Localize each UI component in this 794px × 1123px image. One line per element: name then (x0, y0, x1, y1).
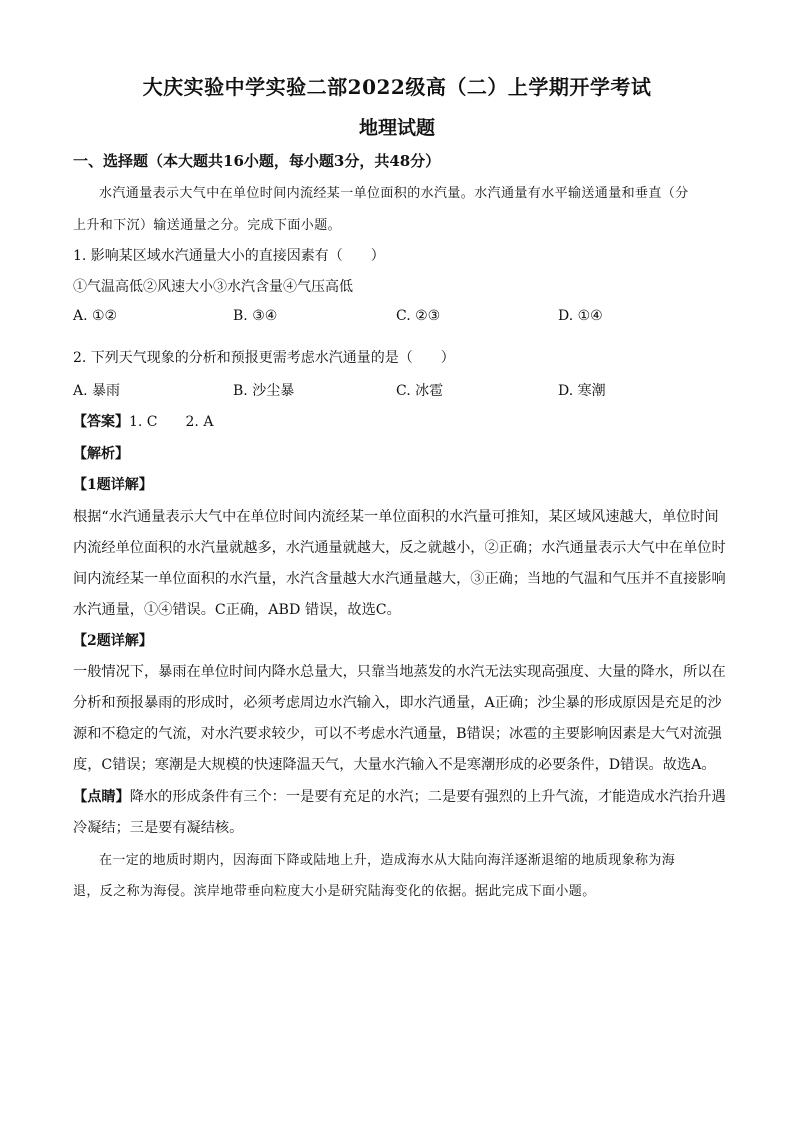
detail-1-line-2: 内流经单位面积的水汽量就越多，水汽通量就越大，反之就越小，②正确；水汽通量表示大气中在单位时 (73, 540, 726, 556)
question-2-option-c: C. 冰雹 (396, 383, 444, 399)
question-2-option-b: B. 沙尘暴 (233, 383, 295, 399)
passage-1-line-1: 水汽通量表示大气中在单位时间内流经某一单位面积的水汽量。水汽通量有水平输送通量和垂直（分 (99, 186, 689, 201)
detail-1-line-3: 间内流经某一单位面积的水汽量，水汽含量越大水汽通量越大，③正确；当地的气温和气压并不直接影响 (73, 571, 726, 587)
detail-1-line-1: 根据“水汽通量表示大气中在单位时间内流经某一单位面积的水汽量可推知，某区域风速越大，单位时间 (73, 509, 719, 525)
question-2-stem: 2. 下列天气现象的分析和预报更需考虑水汽通量的是（ ） (73, 350, 455, 366)
tip-text-1: 降水的形成条件有三个：一是要有充足的水汽；二是要有强烈的上升气流，才能造成水汽抬升遇 (129, 789, 726, 805)
answer-text: 1. C 2. A (129, 414, 214, 430)
passage-2-line-1: 在一定的地质时期内，因海面下降或陆地上升，造成海水从大陆向海洋逐渐退缩的地质现象称为海 (99, 853, 676, 868)
question-1-option-a: A. ①② (73, 308, 118, 324)
question-1-option-d: D. ①④ (558, 308, 603, 324)
question-2-option-a: A. 暴雨 (73, 383, 121, 399)
section-heading: 一、选择题（本大题共16小题，每小题3分，共48分） (73, 152, 441, 170)
detail-1-label: 【1题详解】 (73, 477, 153, 493)
question-1-stem: 1. 影响某区域水汽通量大小的直接因素有（ ） (73, 248, 385, 264)
answer-line (73, 411, 213, 431)
passage-2-line-2: 退，反之称为海侵。滨岸地带垂向粒度大小是研究陆海变化的依据。据此完成下面小题。 (73, 884, 596, 899)
answer-label: 【答案】 (73, 414, 129, 430)
question-1-items: ①气温高低②风速大小③水汽含量④气压高低 (73, 279, 353, 295)
question-1-option-b: B. ③④ (233, 308, 278, 324)
question-1-option-c: C. ②③ (396, 308, 441, 324)
detail-2-label: 【2题详解】 (73, 633, 153, 649)
exam-title: 大庆实验中学实验二部2022级高（二）上学期开学考试 (142, 75, 652, 99)
detail-1-line-4: 水汽通量，①④错误。C正确，ABD 错误，故选C。 (73, 602, 401, 618)
tip-line-1 (73, 786, 726, 806)
detail-2-line-3: 源和不稳定的气流，对水汽要求较少，可以不考虑水汽通量，B错误；冰雹的主要影响因素是大气对流强 (73, 726, 722, 742)
detail-2-line-4: 度，C错误；寒潮是大规模的快速降温天气，大量水汽输入不是寒潮形成的必要条件，D错误。故选A。 (73, 757, 716, 773)
detail-2-line-1: 一般情况下，暴雨在单位时间内降水总量大，只靠当地蒸发的水汽无法实现高强度、大量的降水，所以在 (73, 664, 726, 680)
tip-line-2: 冷凝结；三是要有凝结核。 (73, 820, 244, 836)
tip-label: 【点睛】 (73, 789, 130, 805)
detail-2-line-2: 分析和预报暴雨的形成时，必须考虑周边水汽输入，即水汽通量，A正确；沙尘暴的形成原因是充足的沙 (73, 695, 722, 711)
exam-subject: 地理试题 (358, 117, 435, 139)
analysis-label: 【解析】 (73, 446, 129, 462)
question-2-option-d: D. 寒潮 (558, 383, 606, 399)
passage-1-line-2: 上升和下沉）输送通量之分。完成下面小题。 (73, 218, 342, 233)
